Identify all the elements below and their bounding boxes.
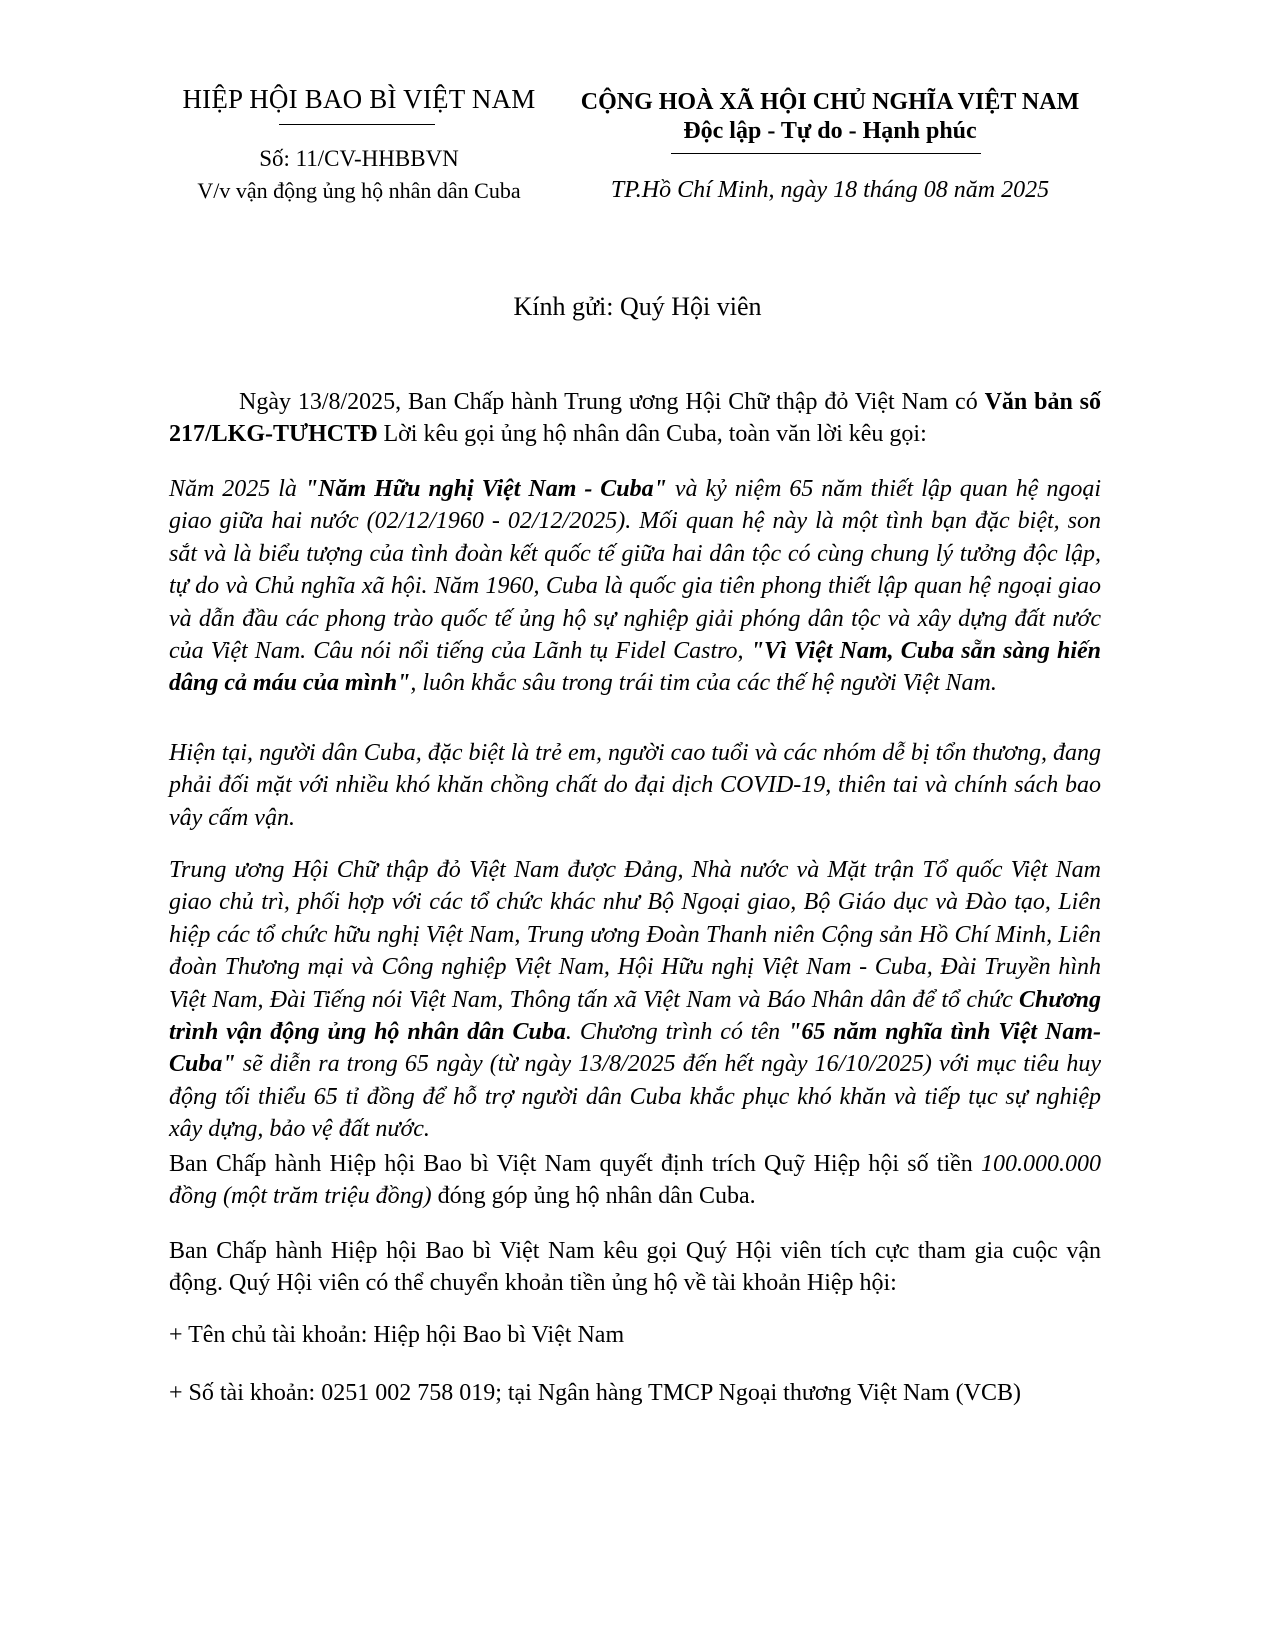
organization-underline bbox=[279, 124, 435, 125]
paragraph-contribution bbox=[169, 1148, 1101, 1213]
friendship-year-title: "Năm Hữu nghị Việt Nam - Cuba" bbox=[304, 476, 667, 502]
paragraph-call-to-action: Ban Chấp hành Hiệp hội Bao bì Việt Nam kêu gọi Quý Hội viên tích cực tham gia cuộc vận động. Quý Hội viên có thể chuyển khoản tiền ủng hộ về tài khoản Hiệp hội: bbox=[169, 1238, 1101, 1297]
paragraph-intro bbox=[169, 386, 1101, 451]
national-title: CỘNG HOÀ XÃ HỘI CHỦ NGHĨA VIỆT NAM bbox=[580, 89, 1080, 115]
campaign-text-c: . Chương trình có tên bbox=[565, 1019, 789, 1046]
campaign-text-e: sẽ diễn ra trong 65 ngày (từ ngày 13/8/2025 đến hết ngày 16/10/2025) với mục tiêu huy động tối thiểu 65 tỉ đồng để hỗ trợ người dân Cuba khắc phục khó khăn và tiếp tục sự nghiệp xây dựng, bảo vệ đất nước. bbox=[169, 1051, 1101, 1143]
account-number: + Số tài khoản: 0251 002 758 019; tại Ngân hàng TMCP Ngoại thương Việt Nam (VCB) bbox=[169, 1380, 1021, 1406]
motto-underline bbox=[671, 153, 981, 154]
intro-text-c: Lời kêu gọi ủng hộ nhân dân Cuba, toàn văn lời kêu gọi: bbox=[377, 421, 927, 448]
intro-text-a: Ngày 13/8/2025, Ban Chấp hành Trung ương Hội Chữ thập đỏ Việt Nam có bbox=[239, 389, 985, 415]
program-title: "65 năm nghĩa tình Việt Nam-Cuba" bbox=[169, 1019, 1101, 1078]
friendship-text-e: , luôn khắc sâu trong trái tim của các thế hệ người Việt Nam. bbox=[410, 670, 997, 697]
contribution-text-c: đóng góp ủng hộ nhân dân Cuba. bbox=[431, 1183, 756, 1210]
organization-name: HIỆP HỘI BAO BÌ VIỆT NAM bbox=[182, 84, 536, 114]
account-holder: + Tên chủ tài khoản: Hiệp hội Bao bì Việt Nam bbox=[169, 1322, 625, 1348]
campaign-text-a: Trung ương Hội Chữ thập đỏ Việt Nam được Đảng, Nhà nước và Mặt trận Tổ quốc Việt Nam giao chủ trì, phối hợp với các tổ chức khác như Bộ Ngoại giao, Bộ Giáo dục và Đào tạo, Liên hiệp các tổ chức hữu nghị Việt Nam, Trung ương Đoàn Thanh niên Cộng sản Hồ Chí Minh, Liên đoàn Thương mại và Công nghiệp Việt Nam, Hội Hữu nghị Việt Nam - Cuba, Đài Truyền hình Việt Nam, Đài Tiếng nói Việt Nam, Thông tấn xã Việt Nam và Báo Nhân dân để tổ chức bbox=[169, 857, 1101, 1013]
contribution-text-a: Ban Chấp hành Hiệp hội Bao bì Việt Nam quyết định trích Quỹ Hiệp hội số tiền bbox=[169, 1151, 981, 1177]
fidel-castro-quote: "Vì Việt Nam, Cuba sẵn sàng hiến dâng cả máu của mình" bbox=[169, 638, 1101, 697]
document-number: Số: 11/CV-HHBBVN bbox=[259, 146, 459, 171]
paragraph-current-situation: Hiện tại, người dân Cuba, đặc biệt là trẻ em, người cao tuổi và các nhóm dễ bị tổn thương, đang phải đối mặt với nhiều khó khăn chồng chất do đại dịch COVID-19, thiên tai và chính sách bao vây cấm vận. bbox=[169, 740, 1101, 831]
paragraph-campaign bbox=[169, 854, 1101, 1146]
friendship-text-a: Năm 2025 là bbox=[169, 476, 305, 502]
place-and-date: TP.Hồ Chí Minh, ngày 18 tháng 08 năm 2025 bbox=[610, 177, 1050, 203]
national-motto: Độc lập - Tự do - Hạnh phúc bbox=[683, 118, 977, 144]
campaign-name: Chương trình vận động ủng hộ nhân dân Cuba bbox=[169, 986, 1101, 1046]
contribution-amount: 100.000.000 đồng (một trăm triệu đồng) bbox=[169, 1151, 1101, 1210]
document-reference: Văn bản số 217/LKG-TƯHCTĐ bbox=[169, 389, 1102, 448]
friendship-text-c: và kỷ niệm 65 năm thiết lập quan hệ ngoại giao giữa hai nước (02/12/1960 - 02/12/2025). Mối quan hệ này là một tình bạn đặc biệt, son sắt và là biểu tượng của tình đoàn kết quốc tế giữa hai dân tộc có cùng chung lý tưởng độc lập, tự do và Chủ nghĩa xã hội. Năm 1960, Cuba là quốc gia tiên phong thiết lập quan hệ ngoại giao và dẫn đầu các phong trào quốc tế ủng hộ sự nghiệp giải phóng dân tộc và xây dựng đất nước của Việt Nam. Câu nói nổi tiếng của Lãnh tụ Fidel Castro, bbox=[169, 476, 1101, 665]
document-subject: V/v vận động ủng hộ nhân dân Cuba bbox=[197, 178, 521, 203]
recipient-line: Kính gửi: Quý Hội viên bbox=[513, 292, 762, 321]
paragraph-friendship-year bbox=[169, 473, 1101, 700]
